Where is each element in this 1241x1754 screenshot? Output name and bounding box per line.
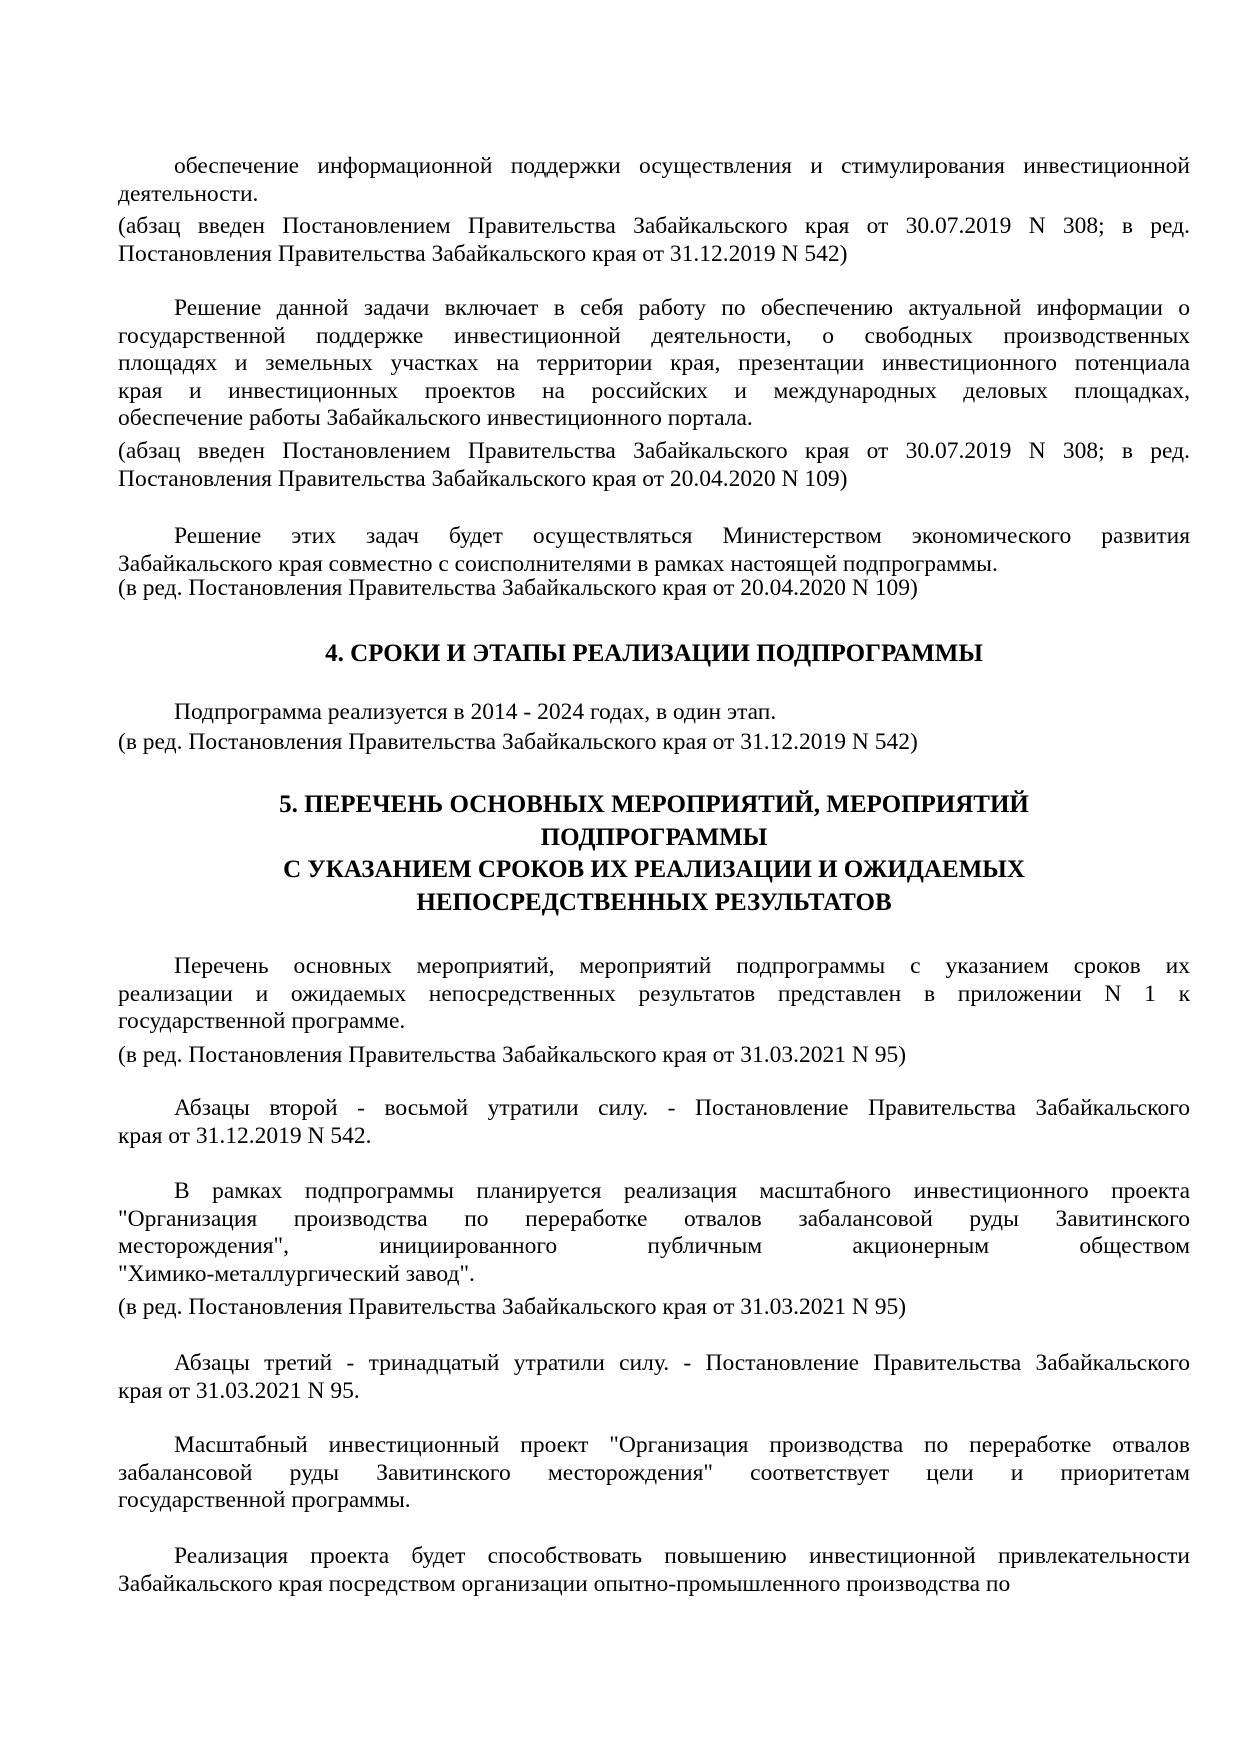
heading-line: НЕПОСРЕДСТВЕННЫХ РЕЗУЛЬТАТОВ [416, 888, 892, 916]
text-line: края от 31.03.2021 N 95. [118, 1377, 360, 1404]
text-line: (в ред. Постановления Правительства Забайкальского края от 31.03.2021 N 95) [118, 1042, 907, 1068]
text-line: деятельности. [118, 180, 259, 207]
text-line: Абзацы третий - тринадцатый утратили силу. - Постановление Правительства Забайкальского [174, 1350, 1190, 1376]
text-line: Решение этих задач будет осуществляться Министерством экономического развития [174, 523, 1190, 549]
text-line: месторождения", инициированного публичным акционерным обществом [118, 1233, 1190, 1260]
amendment-note [118, 729, 1190, 757]
paragraph [118, 523, 1190, 578]
paragraph [118, 699, 1190, 727]
text-line: площадях и земельных участках на территории края, презентации инвестиционного потенциала [118, 350, 1190, 377]
text-line: (в ред. Постановления Правительства Забайкальского края от 31.03.2021 N 95) [118, 1294, 907, 1320]
text-line: государственной программы. [118, 1487, 411, 1514]
amendment-note [118, 1294, 1190, 1322]
text-line: государственной поддержке инвестиционной деятельности, о свободных производственных [118, 322, 1190, 349]
paragraph [118, 953, 1190, 1036]
text-line: края от 31.12.2019 N 542. [118, 1122, 372, 1149]
text-line: Забайкальского края совместно с соисполнителями в рамках настоящей подпрограммы. [118, 550, 998, 577]
paragraph [118, 153, 1190, 208]
text-line: края и инвестиционных проектов на российских и международных деловых площадках, [118, 377, 1190, 404]
text-line: (абзац введен Постановлением Правительства Забайкальского края от 30.07.2019 N 308; в ред. [118, 213, 1190, 239]
text-line: "Организация производства по переработке отвалов забалансовой руды Завитинского [118, 1205, 1190, 1232]
text-line: Забайкальского края посредством организации опытно-промышленного производства по [118, 1570, 1011, 1597]
text-line: Решение данной задачи включает в себя работу по обеспечению актуальной информации о [174, 295, 1190, 321]
paragraph [118, 1350, 1190, 1405]
amendment-note [118, 438, 1190, 493]
text-line: обеспечение работы Забайкальского инвестиционного портала. [118, 405, 753, 432]
paragraph [118, 1095, 1190, 1150]
text-line: государственной программе. [118, 1008, 406, 1035]
section-heading [118, 638, 1190, 671]
paragraph [118, 1543, 1190, 1598]
heading-line: 4. СРОКИ И ЭТАПЫ РЕАЛИЗАЦИИ ПОДПРОГРАММЫ [325, 640, 983, 667]
paragraph [118, 295, 1190, 433]
text-line: (абзац введен Постановлением Правительства Забайкальского края от 30.07.2019 N 308; в ред. [118, 438, 1190, 464]
text-line: (в ред. Постановления Правительства Забайкальского края от 20.04.2020 N 109) [118, 575, 918, 601]
text-line: "Химико-металлургический завод". [118, 1260, 475, 1287]
amendment-note [118, 1042, 1190, 1070]
text-line: Постановления Правительства Забайкальского края от 31.12.2019 N 542) [118, 240, 848, 267]
text-line: Масштабный инвестиционный проект "Организация производства по переработке отвалов [174, 1432, 1190, 1458]
text-line: Перечень основных мероприятий, мероприятий подпрограммы с указанием сроков их [174, 953, 1190, 979]
text-line: забалансовой руды Завитинского месторождения" соответствует цели и приоритетам [118, 1459, 1190, 1486]
paragraph [118, 1178, 1190, 1288]
text-line: Реализация проекта будет способствовать повышению инвестиционной привлекательности [174, 1543, 1190, 1569]
text-line: (в ред. Постановления Правительства Забайкальского края от 31.12.2019 N 542) [118, 729, 918, 755]
heading-line: 5. ПЕРЕЧЕНЬ ОСНОВНЫХ МЕРОПРИЯТИЙ, МЕРОПРИЯТИЙ [279, 791, 1029, 818]
text-line: Постановления Правительства Забайкальского края от 20.04.2020 N 109) [118, 465, 848, 492]
heading-line: С УКАЗАНИЕМ СРОКОВ ИХ РЕАЛИЗАЦИИ И ОЖИДАЕМЫХ [283, 856, 1025, 883]
text-line: обеспечение информационной поддержки осуществления и стимулирования инвестиционной [174, 153, 1190, 179]
text-line: Абзацы второй - восьмой утратили силу. - Постановление Правительства Забайкальского [174, 1095, 1190, 1121]
text-line: В рамках подпрограммы планируется реализация масштабного инвестиционного проекта [174, 1178, 1190, 1204]
heading-line: ПОДПРОГРАММЫ [540, 823, 768, 851]
paragraph [118, 1432, 1190, 1515]
text-line: реализации и ожидаемых непосредственных результатов представлен в приложении N 1 к [118, 980, 1190, 1007]
amendment-note [118, 575, 1190, 603]
text-line: Подпрограмма реализуется в 2014 - 2024 годах, в один этап. [174, 699, 777, 725]
amendment-note [118, 213, 1190, 268]
section-heading [118, 789, 1190, 919]
